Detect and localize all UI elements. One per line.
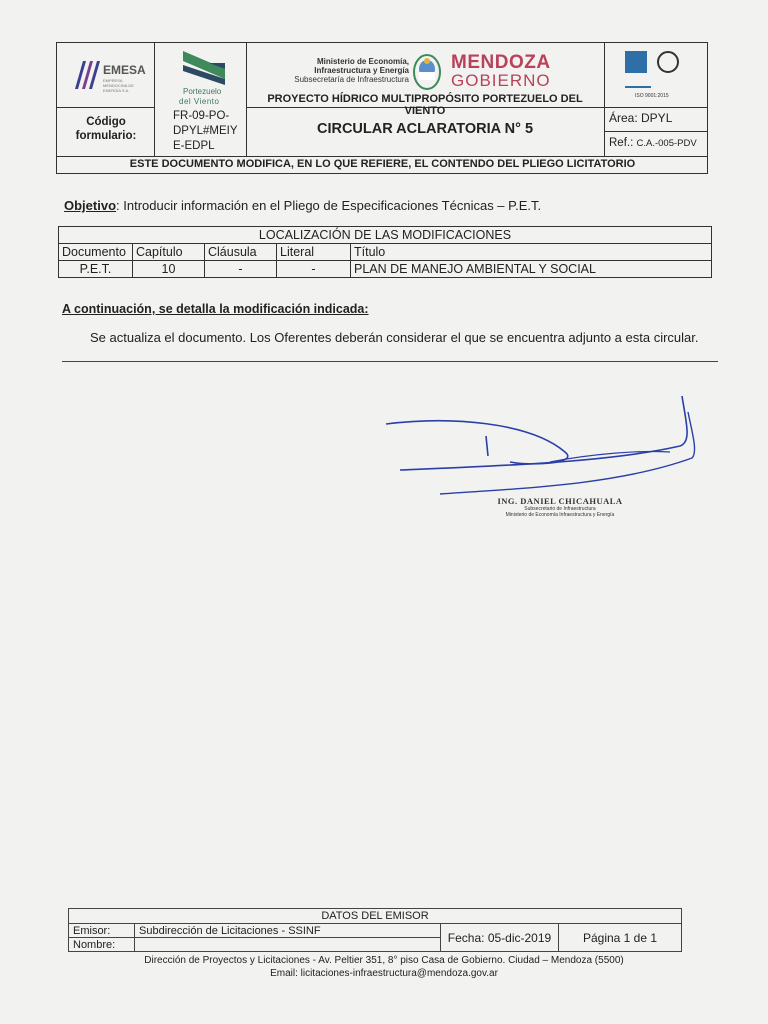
header-clausula: Cláusula — [205, 244, 277, 261]
header-capitulo: Capítulo — [133, 244, 205, 261]
ministry-line3: Subsecretaría de Infraestructura — [294, 75, 409, 84]
signatory-name: ING. DANIEL CHICAHUALA — [497, 496, 623, 506]
codigo-value-line3: E-EDPL — [173, 140, 215, 152]
codigo-label — [59, 115, 153, 143]
localization-title: LOCALIZACIÓN DE LAS MODIFICACIONES — [59, 227, 712, 244]
objective-line — [64, 198, 541, 213]
mendoza-gobierno-logo — [451, 53, 551, 89]
emisor-value: Subdirección de Licitaciones - SSINF — [135, 924, 441, 938]
cell-titulo: PLAN DE MANEJO AMBIENTAL Y SOCIAL — [351, 261, 712, 278]
iso-mark-caption — [625, 77, 655, 85]
emisor-title: DATOS DEL EMISOR — [69, 909, 682, 924]
signatory-role-line2: Ministerio de Economía Infraestructura y Energía — [505, 512, 615, 518]
ref-label: Ref.: — [609, 137, 634, 149]
ministry-line1: Ministerio de Economía, — [316, 57, 409, 66]
emisor-title-row — [69, 909, 682, 924]
iso-logo — [613, 49, 703, 105]
footer-email: Email: licitaciones-infraestructura@mendoza.gov.ar — [270, 968, 498, 979]
codigo-label-line1: Código — [86, 116, 126, 128]
portezuelo-line1: Portezuelo — [183, 87, 222, 96]
signatory-stamp — [470, 496, 650, 518]
portezuelo-line2: del Viento — [179, 97, 220, 106]
iso-underline — [625, 86, 651, 88]
objective-label: Objetivo — [64, 198, 117, 213]
emisor-label: Emisor: — [69, 924, 135, 938]
pagina-value: Página 1 de 1 — [559, 924, 682, 952]
mendoza-logo-line1: MENDOZA — [451, 52, 551, 73]
nombre-label: Nombre: — [69, 938, 135, 952]
ministry-line2: Infraestructura y Energía — [314, 66, 409, 75]
signatory-role-line1: Subsecretario de Infraestructura — [524, 506, 596, 512]
fecha-value: Fecha: 05-dic-2019 — [441, 924, 559, 952]
codigo-value-line2: DPYL#MEIY — [173, 125, 238, 137]
localization-header-row — [59, 244, 712, 261]
localization-table — [58, 226, 712, 278]
header-documento: Documento — [59, 244, 133, 261]
mendoza-logo-line2: GOBIERNO — [451, 71, 551, 90]
portezuelo-logo — [157, 47, 245, 105]
cell-capitulo: 10 — [133, 261, 205, 278]
header-titulo: Título — [351, 244, 712, 261]
codigo-label-line2: formulario: — [75, 130, 137, 142]
objective-text: : Introducir información en el Pliego de Especificaciones Técnicas – P.E.T. — [116, 198, 542, 213]
mendoza-coat-of-arms-icon — [412, 52, 442, 92]
iso-caption: ISO 9001:2015 — [635, 93, 669, 99]
ref-field — [609, 137, 697, 149]
emisor-row — [69, 924, 682, 938]
handwritten-signature — [380, 392, 710, 512]
emesa-logo-text: EMESA — [103, 63, 146, 77]
detail-heading: A continuación, se detalla la modificación indicada: — [62, 302, 369, 316]
area-value: Área: DPYL — [609, 111, 673, 125]
footer-address: Dirección de Proyectos y Licitaciones - Av. Peltier 351, 8° piso Casa de Gobierno. Ciudad – Mendoza (5500) — [144, 955, 624, 966]
emesa-logo-subtext: EMPRESA MENDOCINA DE ENERGÍA S.A. — [103, 78, 134, 93]
modifies-notice: ESTE DOCUMENTO MODIFICA, EN LO QUE REFIERE, EL CONTENDO DEL PLIEGO LICITATORIO — [129, 158, 636, 170]
portezuelo-mark-icon — [179, 49, 229, 85]
document-header — [56, 42, 708, 174]
emisor-table — [68, 908, 682, 952]
ref-value: C.A.-005-PDV — [636, 138, 697, 149]
iram-mark-icon — [625, 51, 647, 73]
nombre-value — [135, 938, 441, 952]
table-row — [59, 261, 712, 278]
cell-literal: - — [277, 261, 351, 278]
iso-seal-icon — [657, 51, 679, 73]
codigo-value — [173, 109, 238, 154]
emesa-logo — [69, 53, 151, 97]
detail-text: Se actualiza el documento. Los Oferentes deberán considerar el que se encuentra adjunto a esta circular. — [90, 330, 699, 345]
cell-documento: P.E.T. — [59, 261, 133, 278]
codigo-value-line1: FR-09-PO- — [173, 110, 230, 122]
project-title: PROYECTO HÍDRICO MULTIPROPÓSITO PORTEZUELO DEL VIENTO — [267, 93, 583, 117]
localization-title-row — [59, 227, 712, 244]
cell-clausula: - — [205, 261, 277, 278]
section-divider — [62, 361, 718, 362]
header-literal: Literal — [277, 244, 351, 261]
ministry-block — [263, 57, 409, 84]
document-title: CIRCULAR ACLARATORIA N° 5 — [316, 121, 534, 137]
emesa-mark-icon — [73, 57, 103, 91]
